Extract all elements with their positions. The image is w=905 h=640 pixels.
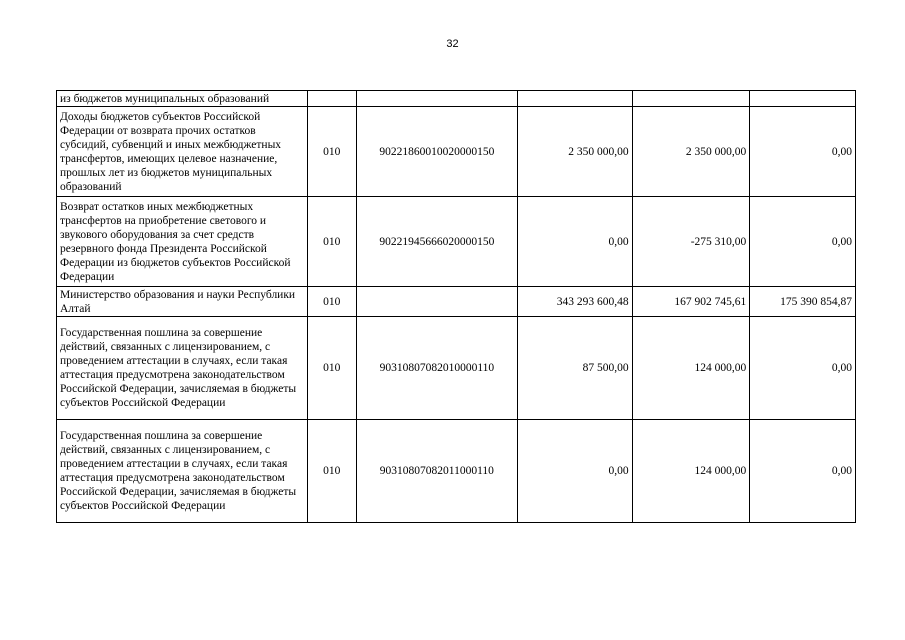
row-code: 010 (307, 197, 356, 287)
row-value-2: 2 350 000,00 (632, 107, 750, 197)
row-value-1: 87 500,00 (517, 317, 632, 420)
table-row (57, 197, 856, 287)
row-kbk: 90310807082011000110 (356, 420, 517, 523)
row-kbk (356, 287, 517, 317)
table-row (57, 420, 856, 523)
row-value-1 (517, 91, 632, 107)
table-row (57, 287, 856, 317)
row-code: 010 (307, 420, 356, 523)
row-value-2: 124 000,00 (632, 317, 750, 420)
row-value-3: 0,00 (750, 107, 856, 197)
row-value-1: 0,00 (517, 420, 632, 523)
table-row (57, 107, 856, 197)
row-kbk: 90221860010020000150 (356, 107, 517, 197)
row-kbk (356, 91, 517, 107)
row-code: 010 (307, 287, 356, 317)
row-name: Министерство образования и науки Республики Алтай (57, 287, 308, 317)
page-number: 32 (446, 38, 459, 50)
row-name: Государственная пошлина за совершение действий, связанных с лицензированием, с проведением аттестации в случаях, если такая аттестация предусмотрена законодательством Российской Федерации, зачисляемая в бюджеты субъектов Российской Федерации (57, 420, 308, 523)
row-kbk: 90221945666020000150 (356, 197, 517, 287)
row-kbk: 90310807082010000110 (356, 317, 517, 420)
row-value-1: 343 293 600,48 (517, 287, 632, 317)
row-value-2 (632, 91, 750, 107)
row-value-1: 0,00 (517, 197, 632, 287)
row-name: Государственная пошлина за совершение действий, связанных с лицензированием, с проведением аттестации в случаях, если такая аттестация предусмотрена законодательством Российской Федерации, зачисляемая в бюджеты субъектов Российской Федерации (57, 317, 308, 420)
row-value-2: -275 310,00 (632, 197, 750, 287)
row-value-3: 0,00 (750, 197, 856, 287)
row-value-3 (750, 91, 856, 107)
row-value-3: 0,00 (750, 420, 856, 523)
row-name: Доходы бюджетов субъектов Российской Федерации от возврата прочих остатков субсидий, субвенций и иных межбюджетных трансфертов, имеющих целевое назначение, прошлых лет из бюджетов муниципальных образований (57, 107, 308, 197)
table-row (57, 317, 856, 420)
table-row (57, 91, 856, 107)
row-value-1: 2 350 000,00 (517, 107, 632, 197)
row-name: из бюджетов муниципальных образований (57, 91, 308, 107)
row-code: 010 (307, 317, 356, 420)
row-value-2: 124 000,00 (632, 420, 750, 523)
row-value-2: 167 902 745,61 (632, 287, 750, 317)
row-value-3: 175 390 854,87 (750, 287, 856, 317)
row-code: 010 (307, 107, 356, 197)
row-value-3: 0,00 (750, 317, 856, 420)
row-code (307, 91, 356, 107)
row-name: Возврат остатков иных межбюджетных трансфертов на приобретение светового и звукового оборудования за счет средств резервного фонда Президента Российской Федерации из бюджетов субъектов Российской Федерации (57, 197, 308, 287)
income-table (56, 90, 856, 523)
